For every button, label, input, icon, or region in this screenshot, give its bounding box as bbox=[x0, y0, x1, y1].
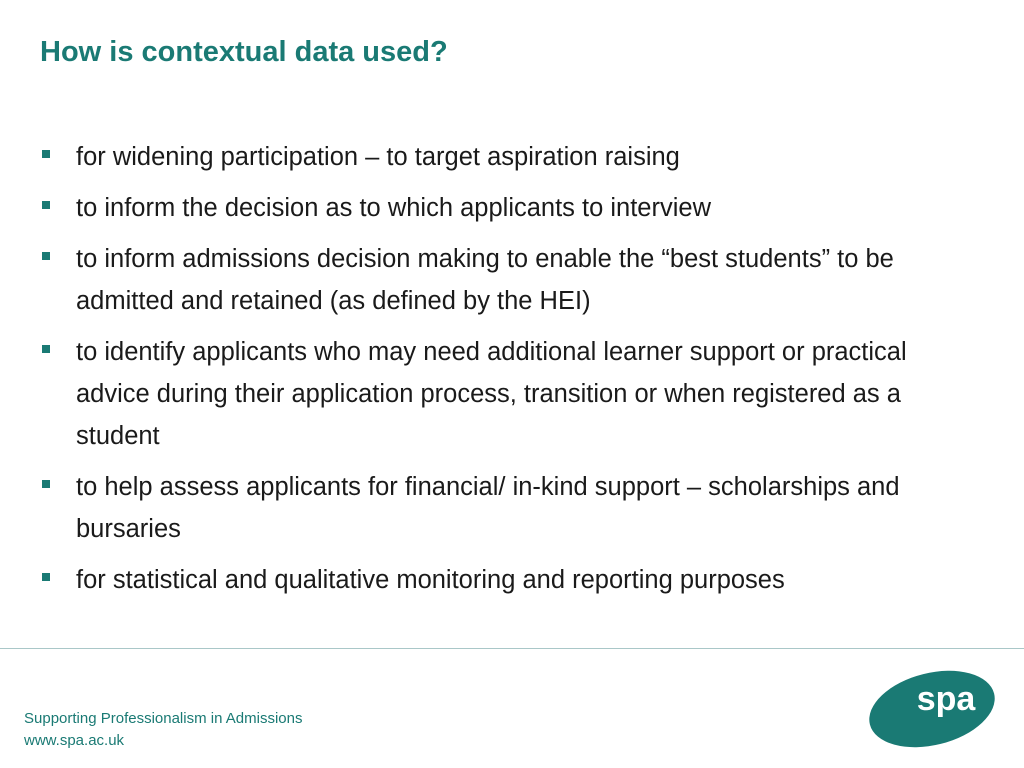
bullet-item bbox=[40, 331, 990, 457]
bullet-list bbox=[40, 136, 990, 610]
bullet-text: to help assess applicants for financial/ in-kind support – scholarships and bursaries bbox=[76, 473, 900, 543]
bullet-text: to identify applicants who may need additional learner support or practical advice during their application process, transition or when registered as a student bbox=[76, 338, 907, 450]
spa-logo-icon bbox=[866, 668, 998, 750]
logo-text: spa bbox=[916, 680, 976, 718]
bullet-item bbox=[40, 136, 990, 178]
square-bullet-icon bbox=[42, 573, 50, 581]
bullet-text: for statistical and qualitative monitoring and reporting purposes bbox=[76, 566, 785, 594]
square-bullet-icon bbox=[42, 201, 50, 209]
bullet-text: to inform admissions decision making to enable the “best students” to be admitted and retained (as defined by the HEI) bbox=[76, 245, 894, 315]
bullet-item bbox=[40, 559, 990, 601]
bullet-item bbox=[40, 187, 990, 229]
square-bullet-icon bbox=[42, 345, 50, 353]
footer-url-link[interactable]: www.spa.ac.uk bbox=[24, 732, 125, 749]
square-bullet-icon bbox=[42, 480, 50, 488]
bullet-text: to inform the decision as to which applicants to interview bbox=[76, 194, 711, 222]
footer-organization: Supporting Professionalism in Admissions bbox=[24, 710, 303, 727]
bullet-item bbox=[40, 238, 990, 322]
footer-divider bbox=[0, 648, 1024, 649]
bullet-item bbox=[40, 466, 990, 550]
square-bullet-icon bbox=[42, 150, 50, 158]
square-bullet-icon bbox=[42, 252, 50, 260]
bullet-text: for widening participation – to target aspiration raising bbox=[76, 143, 680, 171]
slide-title: How is contextual data used? bbox=[40, 36, 448, 68]
